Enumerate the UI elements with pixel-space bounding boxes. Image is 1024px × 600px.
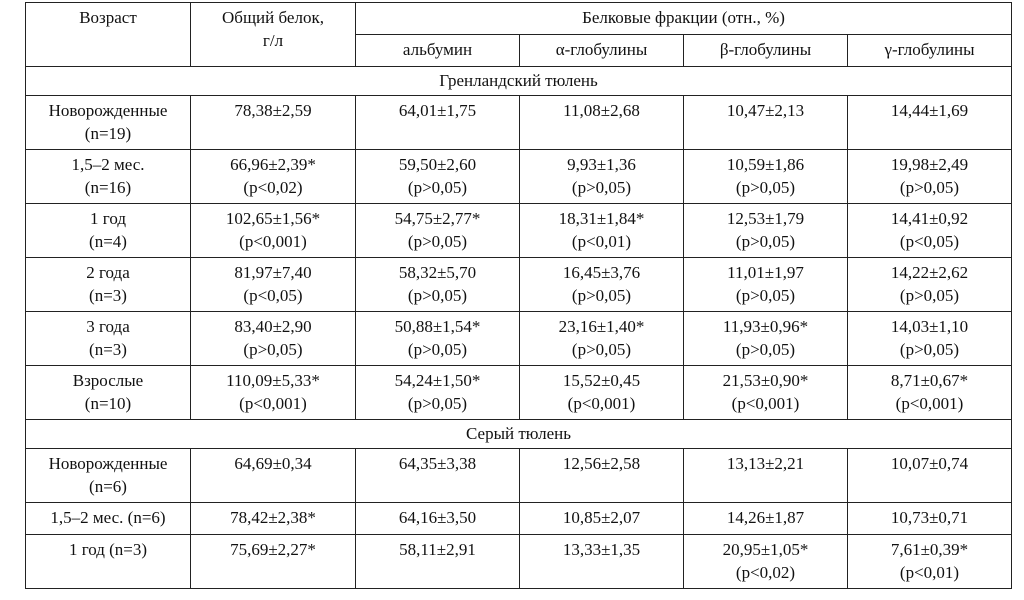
cell-gamma [848, 96, 1012, 150]
cell-line: 9,93±1,36 [567, 155, 636, 174]
cell-protein [191, 503, 356, 535]
cell-alpha [520, 449, 684, 503]
cell-line: (n=4) [89, 232, 127, 251]
cell-line: 54,75±2,77* [394, 209, 481, 228]
table-row [26, 96, 1012, 150]
header-fractions: Белковые фракции (отн., %) [356, 3, 1012, 35]
cell-line: 16,45±3,76 [562, 263, 641, 282]
cell-line: 58,11±2,91 [399, 540, 476, 559]
cell-line: (p>0,05) [243, 340, 303, 359]
cell-line: (p<0,01) [571, 232, 632, 251]
cell-gamma [848, 449, 1012, 503]
cell-alpha [520, 535, 684, 589]
cell-line: 8,71±0,67* [890, 371, 969, 390]
cell-line: 78,38±2,59 [234, 101, 312, 120]
cell-line: 11,93±0,96* [722, 317, 809, 336]
cell-beta [684, 503, 848, 535]
cell-albumin [356, 204, 520, 258]
cell-line: (p<0,01) [899, 563, 960, 582]
cell-albumin [356, 366, 520, 420]
cell-line: 10,59±1,86 [726, 155, 805, 174]
cell-gamma [848, 312, 1012, 366]
cell-line: 110,09±5,33* [226, 371, 320, 390]
header-age: Возраст [26, 3, 191, 67]
cell-line: 1 год (n=3) [68, 540, 148, 559]
cell-line: (p>0,05) [407, 340, 468, 359]
cell-line: 58,32±5,70 [398, 263, 477, 282]
cell-line: 102,65±1,56* [225, 209, 321, 228]
cell-alpha [520, 204, 684, 258]
cell-gamma [848, 258, 1012, 312]
cell-line: (p>0,05) [407, 232, 468, 251]
cell-age [26, 449, 191, 503]
cell-line: 12,56±2,58 [562, 454, 641, 473]
cell-line: 81,97±7,40 [234, 263, 312, 282]
cell-protein [191, 204, 356, 258]
cell-gamma [848, 366, 1012, 420]
cell-line: 10,07±0,74 [890, 454, 969, 473]
cell-line: (p>0,05) [899, 286, 960, 305]
cell-alpha [520, 503, 684, 535]
cell-gamma [848, 150, 1012, 204]
cell-alpha [520, 366, 684, 420]
cell-gamma [848, 503, 1012, 535]
cell-line: (p>0,05) [735, 178, 796, 197]
cell-line: (p>0,05) [735, 340, 796, 359]
cell-line: 1,5–2 мес. (n=6) [50, 508, 166, 527]
cell-alpha [520, 258, 684, 312]
cell-line: 78,42±2,38* [230, 508, 316, 527]
cell-beta [684, 204, 848, 258]
cell-line: (n=6) [89, 477, 127, 496]
cell-line: Новорожденные [48, 454, 168, 473]
cell-line: (p>0,05) [571, 340, 632, 359]
cell-line: 64,01±1,75 [398, 101, 477, 120]
cell-line: 10,73±0,71 [890, 508, 969, 527]
cell-line: 54,24±1,50* [394, 371, 481, 390]
cell-line: 12,53±1,79 [726, 209, 805, 228]
table-row [26, 258, 1012, 312]
cell-line: 13,13±2,21 [726, 454, 805, 473]
cell-line: (p<0,02) [243, 178, 303, 197]
section-title: Гренландский тюлень [26, 67, 1012, 96]
cell-line: (n=16) [84, 178, 132, 197]
section-title: Серый тюлень [26, 420, 1012, 449]
cell-line: 59,50±2,60 [398, 155, 477, 174]
table-row [26, 449, 1012, 503]
cell-line: (p<0,05) [899, 232, 960, 251]
cell-age [26, 312, 191, 366]
cell-line: (p<0,02) [735, 563, 796, 582]
cell-line: (p>0,05) [571, 178, 632, 197]
cell-albumin [356, 96, 520, 150]
cell-protein [191, 535, 356, 589]
cell-protein [191, 150, 356, 204]
cell-line: 21,53±0,90* [722, 371, 809, 390]
cell-albumin [356, 258, 520, 312]
header-row [26, 3, 1012, 35]
cell-line: 75,69±2,27* [230, 540, 316, 559]
cell-albumin [356, 312, 520, 366]
header-total-protein: Общий белок, г/л [191, 3, 356, 67]
cell-line: 1 год [90, 209, 126, 228]
cell-protein [191, 449, 356, 503]
cell-line: 3 года [86, 317, 130, 336]
cell-line: (n=19) [84, 124, 132, 143]
cell-line: 13,33±1,35 [562, 540, 641, 559]
cell-line: 1,5–2 мес. [71, 155, 145, 174]
cell-line: (n=3) [89, 286, 127, 305]
cell-line: 2 года [86, 263, 130, 282]
cell-age [26, 366, 191, 420]
cell-protein [191, 96, 356, 150]
header-beta: β-глобулины [684, 35, 848, 67]
cell-line: 14,22±2,62 [890, 263, 969, 282]
cell-line: 14,41±0,92 [890, 209, 969, 228]
cell-beta [684, 150, 848, 204]
cell-line: Новорожденные [48, 101, 168, 120]
cell-alpha [520, 312, 684, 366]
cell-line: (p<0,001) [731, 394, 800, 413]
cell-line: (p>0,05) [407, 178, 468, 197]
cell-line: (p>0,05) [407, 286, 468, 305]
cell-line: 23,16±1,40* [558, 317, 645, 336]
table-row [26, 535, 1012, 589]
cell-albumin [356, 535, 520, 589]
cell-protein [191, 258, 356, 312]
cell-age [26, 258, 191, 312]
cell-protein [191, 366, 356, 420]
cell-gamma [848, 535, 1012, 589]
cell-age [26, 503, 191, 535]
cell-line: 64,69±0,34 [234, 454, 312, 473]
table-row [26, 204, 1012, 258]
cell-line: 64,16±3,50 [398, 508, 477, 527]
cell-line: 7,61±0,39* [890, 540, 969, 559]
header-gamma: γ-глобулины [848, 35, 1012, 67]
cell-gamma [848, 204, 1012, 258]
cell-line: (n=3) [89, 340, 127, 359]
cell-age [26, 96, 191, 150]
cell-line: (p>0,05) [899, 178, 960, 197]
cell-protein [191, 312, 356, 366]
cell-beta [684, 449, 848, 503]
cell-line: (p>0,05) [407, 394, 468, 413]
cell-line: 14,03±1,10 [890, 317, 969, 336]
cell-line: 14,44±1,69 [890, 101, 969, 120]
cell-line: 10,85±2,07 [562, 508, 641, 527]
cell-beta [684, 535, 848, 589]
cell-albumin [356, 150, 520, 204]
cell-line: 20,95±1,05* [722, 540, 809, 559]
cell-line: 11,01±1,97 [727, 263, 804, 282]
cell-age [26, 535, 191, 589]
cell-line: 83,40±2,90 [234, 317, 312, 336]
table-container [25, 2, 1012, 589]
cell-line: 10,47±2,13 [726, 101, 805, 120]
cell-albumin [356, 449, 520, 503]
cell-line: 15,52±0,45 [562, 371, 641, 390]
cell-line: 64,35±3,38 [398, 454, 477, 473]
header-albumin: альбумин [356, 35, 520, 67]
cell-line: (p>0,05) [735, 286, 796, 305]
cell-alpha [520, 150, 684, 204]
protein-fractions-table [25, 2, 1012, 589]
cell-age [26, 150, 191, 204]
cell-beta [684, 96, 848, 150]
table-row [26, 503, 1012, 535]
table-row [26, 366, 1012, 420]
cell-line: (p<0,001) [895, 394, 964, 413]
table-row [26, 150, 1012, 204]
cell-line: (n=10) [84, 394, 132, 413]
cell-albumin [356, 503, 520, 535]
cell-line: 19,98±2,49 [890, 155, 969, 174]
cell-line: 66,96±2,39* [230, 155, 316, 174]
cell-line: (p<0,05) [243, 286, 303, 305]
cell-line: 18,31±1,84* [558, 209, 645, 228]
cell-line: (p>0,05) [571, 286, 632, 305]
cell-line: (p<0,001) [239, 394, 307, 413]
cell-alpha [520, 96, 684, 150]
cell-line: 50,88±1,54* [394, 317, 481, 336]
cell-line: (p>0,05) [899, 340, 960, 359]
cell-line: (p>0,05) [735, 232, 796, 251]
cell-age [26, 204, 191, 258]
cell-beta [684, 258, 848, 312]
cell-beta [684, 366, 848, 420]
cell-line: (p<0,001) [567, 394, 636, 413]
section-row [26, 420, 1012, 449]
cell-line: Взрослые [72, 371, 144, 390]
cell-beta [684, 312, 848, 366]
cell-line: 14,26±1,87 [726, 508, 805, 527]
cell-line: 11,08±2,68 [563, 101, 640, 120]
table-row [26, 312, 1012, 366]
header-alpha: α-глобулины [520, 35, 684, 67]
section-row [26, 67, 1012, 96]
cell-line: (p<0,001) [239, 232, 307, 251]
